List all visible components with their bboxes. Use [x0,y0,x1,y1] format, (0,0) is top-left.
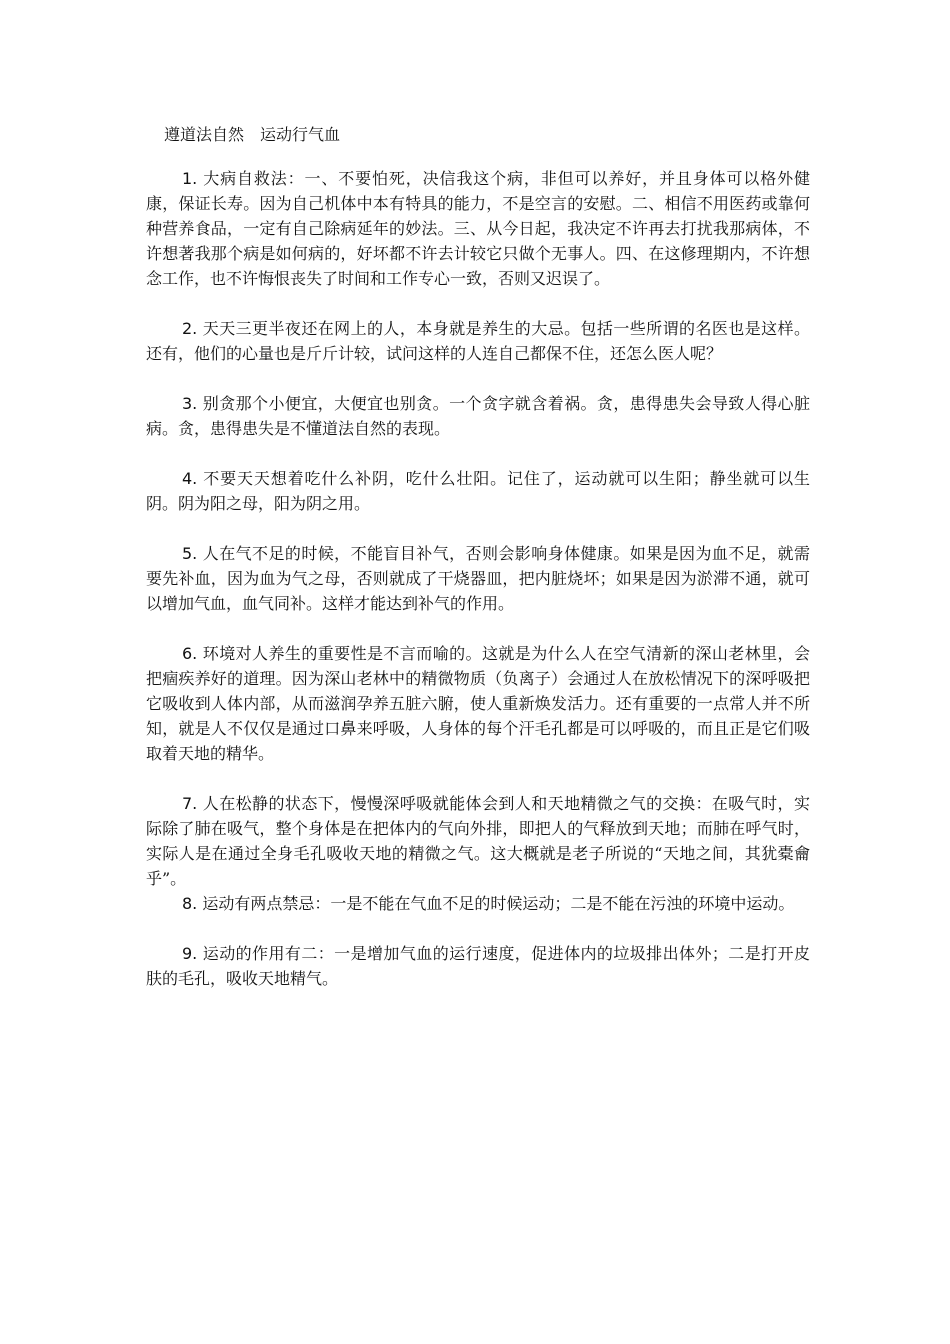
paragraph-number: 5. [182,544,198,563]
paragraph-4 [146,466,810,516]
paragraph-number: 9. [182,944,198,963]
paragraph-text: 不要天天想着吃什么补阴，吃什么壮阳。记住了，运动就可以生阳；静坐就可以生阴。阴为阳之母，阳为阴之用。 [146,469,810,513]
paragraph-number: 7. [182,794,198,813]
paragraph-text: 天天三更半夜还在网上的人，本身就是养生的大忌。包括一些所谓的名医也是这样。还有，他们的心量也是斤斤计较，试问这样的人连自己都保不住，还怎么医人呢？ [146,319,810,363]
paragraph-2 [146,316,810,366]
paragraph-5 [146,541,810,616]
paragraph-number: 1. [182,169,198,188]
paragraph-6 [146,641,810,766]
paragraph-text: 人在气不足的时候，不能盲目补气，否则会影响身体健康。如果是因为血不足，就需要先补血，因为血为气之母，否则就成了干烧器皿，把内脏烧坏；如果是因为淤滞不通，就可以增加气血，血气同补。这样才能达到补气的作用。 [146,544,810,613]
document-title: 遵道法自然 运动行气血 [164,125,341,144]
document-page [146,122,810,991]
paragraph-7 [146,791,810,891]
paragraph-text: 大病自救法：一、不要怕死，决信我这个病，非但可以养好，并且身体可以格外健康，保证长寿。因为自己机体中本有特具的能力，不是空言的安慰。二、相信不用医药或靠何种营养食品，一定有自己除病延年的妙法。三、从今日起，我决定不许再去打扰我那病体，不许想著我那个病是如何病的，好坏都不许去计较它只做个无事人。四、在这修理期内，不许想念工作，也不许悔恨丧失了时间和工作专心一致，否则又迟误了。 [146,169,810,288]
paragraph-1 [146,166,810,291]
paragraph-number: 6. [182,644,198,663]
paragraph-text: 运动有两点禁忌：一是不能在气血不足的时候运动；二是不能在污浊的环境中运动。 [202,894,795,913]
paragraph-9 [146,941,810,991]
paragraph-8 [146,891,810,916]
paragraph-text: 别贪那个小便宜，大便宜也别贪。一个贪字就含着祸。贪，患得患失会导致人得心脏病。贪，患得患失是不懂道法自然的表现。 [146,394,810,438]
paragraph-number: 4. [182,469,198,488]
paragraph-3 [146,391,810,441]
paragraph-number: 2. [182,319,198,338]
paragraph-text: 运动的作用有二：一是增加气血的运行速度，促进体内的垃圾排出体外；二是打开皮肤的毛孔，吸收天地精气。 [146,944,810,988]
paragraph-number: 8. [182,894,198,913]
paragraph-text: 环境对人养生的重要性是不言而喻的。这就是为什么人在空气清新的深山老林里，会把痼疾养好的道理。因为深山老林中的精微物质（负离子）会通过人在放松情况下的深呼吸把它吸收到人体内部，从而滋润孕养五脏六腑，使人重新焕发活力。还有重要的一点常人并不所知，就是人不仅仅是通过口鼻来呼吸，人身体的每个汗毛孔都是可以呼吸的，而且正是它们吸取着天地的精华。 [146,644,810,763]
paragraph-number: 3. [182,394,198,413]
paragraph-text: 人在松静的状态下，慢慢深呼吸就能体会到人和天地精微之气的交换：在吸气时，实际除了肺在吸气，整个身体是在把体内的气向外排，即把人的气释放到天地；而肺在呼气时，实际人是在通过全身毛孔吸收天地的精微之气。这大概就是老子所说的“天地之间，其犹橐龠乎”。 [146,794,810,888]
